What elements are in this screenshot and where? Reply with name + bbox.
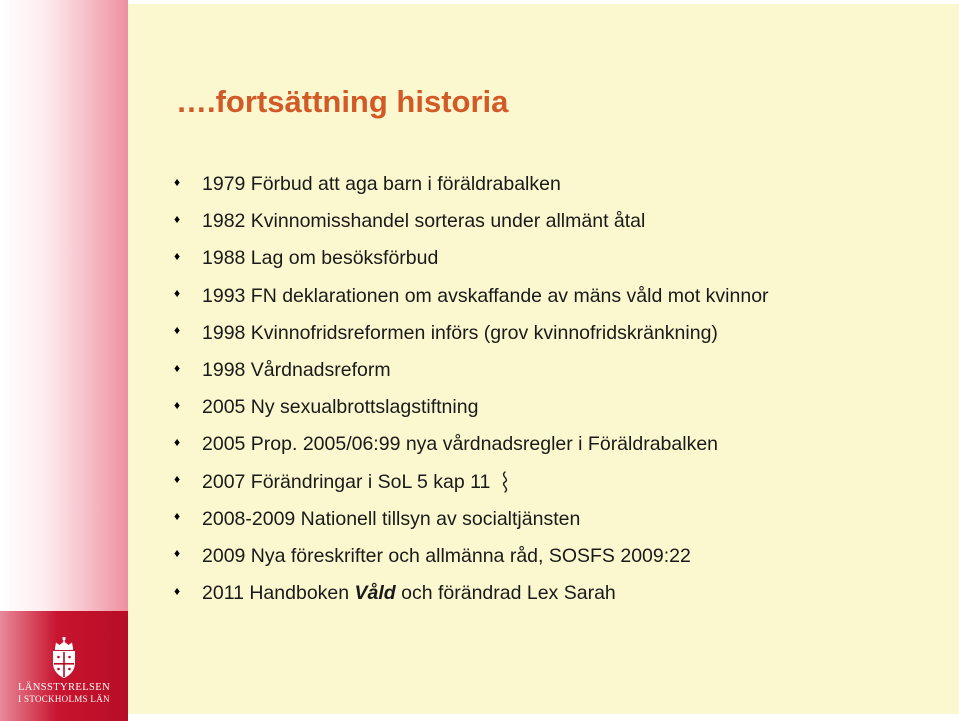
list-item (174, 240, 769, 277)
logo-text-line2: I STOCKHOLMS LÄN (18, 694, 110, 704)
diamond-bullet-icon: ♦ (174, 286, 181, 301)
list-item (174, 278, 769, 315)
bullet-list (174, 166, 769, 612)
diamond-bullet-icon: ♦ (174, 472, 181, 487)
list-item (174, 389, 769, 426)
list-item-emphasis: Våld (354, 582, 396, 605)
diamond-bullet-icon: ♦ (174, 546, 181, 561)
list-item-text (202, 582, 616, 605)
diamond-bullet-icon: ♦ (174, 174, 181, 189)
crown-crest-icon (44, 636, 84, 680)
list-item (174, 464, 769, 501)
list-item (174, 501, 769, 538)
diamond-bullet-icon: ♦ (174, 434, 181, 449)
diamond-bullet-icon: ♦ (174, 248, 181, 263)
list-item-text-post: och förändrad Lex Sarah (395, 582, 616, 605)
list-item-text: 1988 Lag om besöksförbud (202, 247, 439, 270)
list-item (174, 166, 769, 203)
diamond-bullet-icon: ♦ (174, 397, 181, 412)
list-item (174, 315, 769, 352)
squiggle-link-icon[interactable] (498, 471, 512, 493)
diamond-bullet-icon: ♦ (174, 323, 181, 338)
list-item-text: 1993 FN deklarationen om avskaffande av mäns våld mot kvinnor (202, 284, 769, 307)
logo-text-line1: LÄNSSTYRELSEN (17, 682, 111, 693)
lansstyrelsen-logo (10, 636, 118, 708)
list-item-text: 2009 Nya föreskrifter och allmänna råd, SOSFS 2009:22 (202, 544, 691, 567)
list-item-text-pre: 2011 Handboken (202, 582, 355, 605)
list-item (174, 538, 769, 575)
list-item-text: 2007 Förändringar i SoL 5 kap 11 (202, 470, 491, 493)
list-item (174, 352, 769, 389)
left-brand-band (0, 0, 128, 721)
list-item (174, 203, 769, 240)
slide-title: ….fortsättning historia (176, 84, 509, 119)
diamond-bullet-icon: ♦ (174, 360, 181, 375)
diamond-bullet-icon: ♦ (174, 211, 181, 226)
diamond-bullet-icon: ♦ (174, 583, 181, 598)
diamond-bullet-icon: ♦ (174, 509, 181, 524)
list-item-text: 1979 Förbud att aga barn i föräldrabalken (202, 173, 561, 196)
list-item-text: 1982 Kvinnomisshandel sorteras under allmänt åtal (202, 210, 646, 233)
list-item-text: 2008-2009 Nationell tillsyn av socialtjänsten (202, 507, 581, 530)
list-item (174, 575, 769, 612)
list-item-text: 1998 Vårdnadsreform (202, 359, 391, 382)
list-item-text: 1998 Kvinnofridsreformen införs (grov kvinnofridskränkning) (202, 321, 718, 344)
list-item (174, 426, 769, 463)
list-item-text: 2005 Ny sexualbrottslagstiftning (202, 396, 479, 419)
list-item-text: 2005 Prop. 2005/06:99 nya vårdnadsregler i Föräldrabalken (202, 433, 719, 456)
